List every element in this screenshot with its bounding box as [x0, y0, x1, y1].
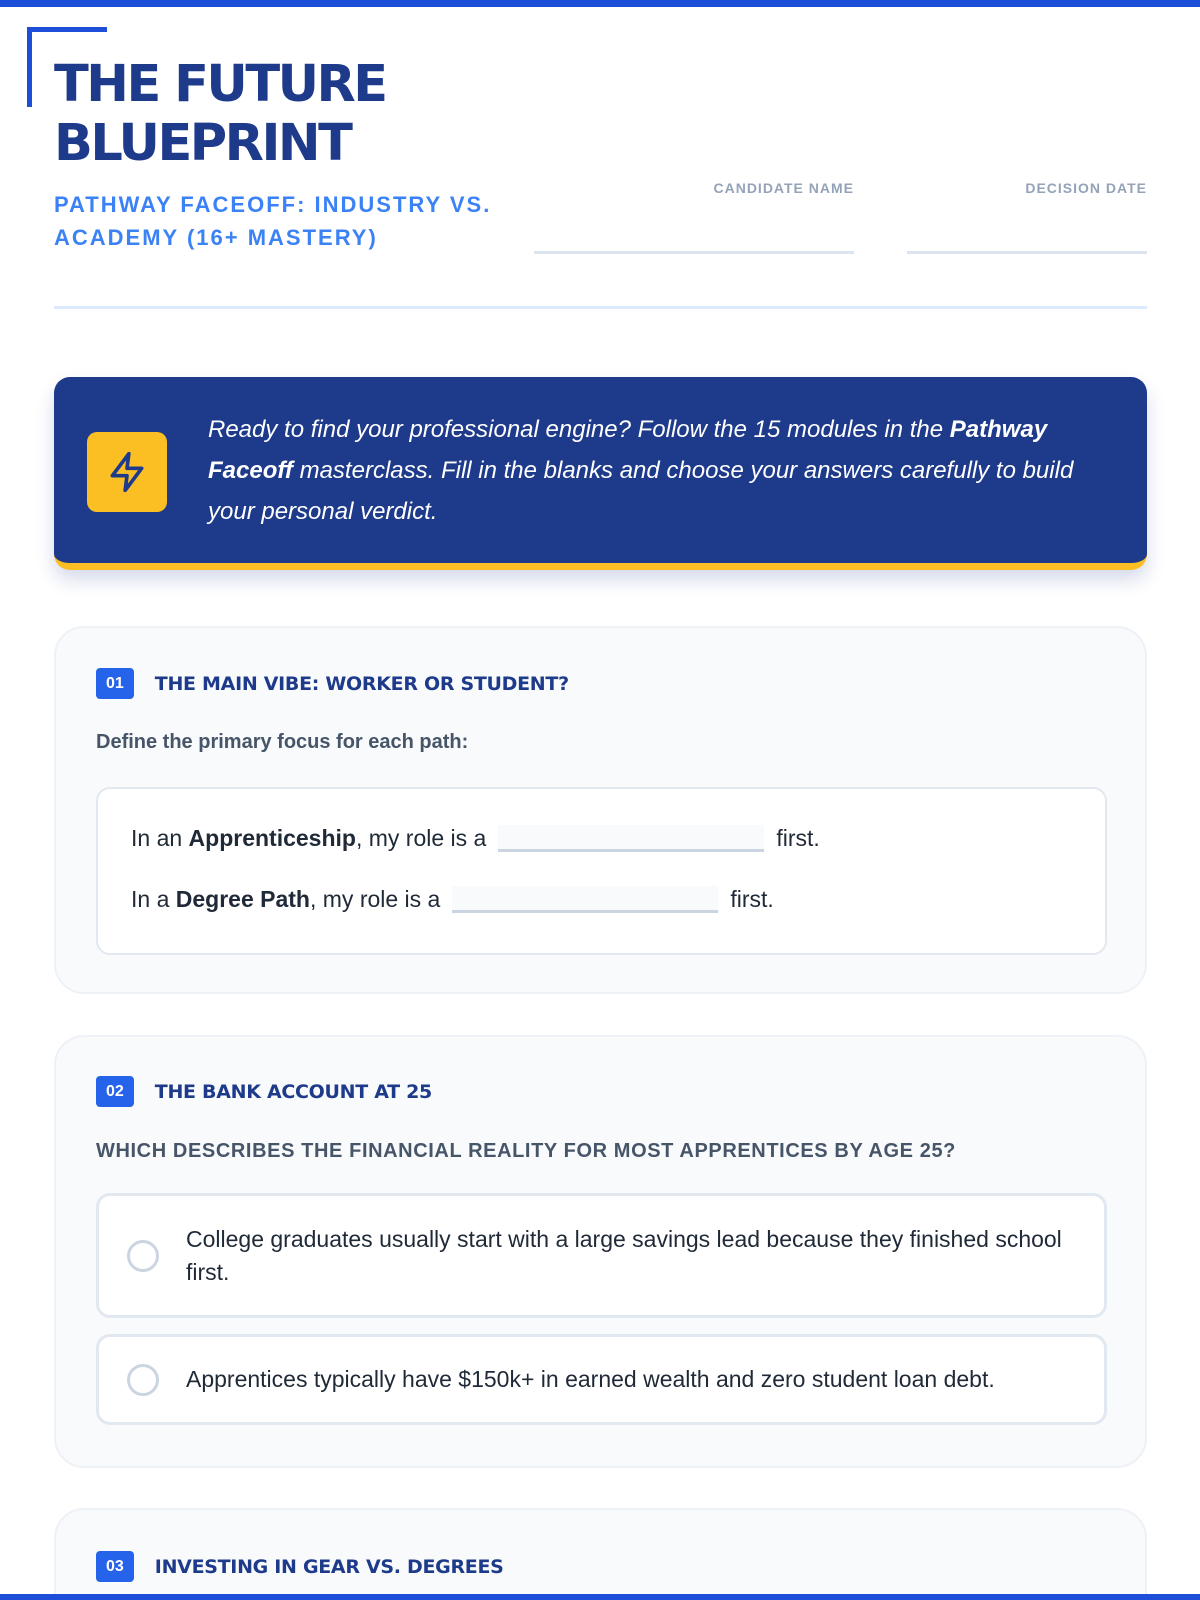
module-header	[96, 668, 569, 699]
fill-row-apprenticeship	[131, 825, 820, 852]
fill-row-term: Apprenticeship	[188, 825, 356, 851]
page-subtitle: PATHWAY FACEOFF: INDUSTRY VS. ACADEMY (16+ MASTERY)	[54, 192, 492, 250]
intro-text	[208, 409, 1118, 532]
fill-row-suffix: first.	[730, 886, 774, 912]
intro-text-part-1: Ready to find your professional engine? Follow the 15 modules in the	[208, 416, 950, 443]
module-number-badge: 01	[96, 668, 134, 699]
title-line-2: BLUEPRINT	[54, 114, 351, 173]
fill-row-suffix: first.	[776, 825, 820, 851]
page-title	[54, 55, 514, 173]
fill-row-degree-path	[131, 886, 774, 913]
radio-button[interactable]	[127, 1364, 159, 1396]
answer-option-2[interactable]	[96, 1334, 1107, 1425]
lightning-icon	[87, 432, 167, 512]
module-number-badge: 02	[96, 1076, 134, 1107]
decision-date-label: DECISION DATE	[1025, 180, 1147, 196]
intro-banner	[54, 377, 1147, 570]
answer-option-text: College graduates usually start with a large savings lead because they finished school first.	[186, 1226, 1062, 1285]
apprenticeship-role-blank[interactable]	[498, 825, 764, 852]
header-divider	[54, 306, 1147, 309]
fill-row-prefix: In a	[131, 886, 170, 912]
module-title: THE MAIN VIBE: WORKER OR STUDENT?	[154, 672, 569, 695]
fill-row-middle: , my role is a	[355, 825, 487, 851]
module-header	[96, 1076, 432, 1107]
radio-button[interactable]	[127, 1240, 159, 1272]
intro-text-part-2: masterclass. Fill in the blanks and choose your answers carefully to build your personal verdict.	[208, 457, 1074, 525]
corner-bracket-top	[27, 27, 107, 32]
bottom-accent-bar	[0, 1594, 1200, 1600]
module-header	[96, 1551, 504, 1582]
fill-row-prefix: In an	[131, 825, 183, 851]
module-01	[54, 626, 1147, 994]
module-prompt: Define the primary focus for each path:	[96, 731, 469, 753]
degree-path-role-blank[interactable]	[452, 886, 718, 913]
top-accent-bar	[0, 0, 1200, 7]
answer-option-1[interactable]	[96, 1193, 1107, 1318]
module-number-badge: 03	[96, 1551, 134, 1582]
decision-date-underline	[907, 251, 1147, 254]
module-03	[54, 1508, 1147, 1600]
fill-row-middle: , my role is a	[309, 886, 441, 912]
module-title: THE BANK ACCOUNT AT 25	[154, 1080, 432, 1103]
module-question: WHICH DESCRIBES THE FINANCIAL REALITY FOR MOST APPRENTICES BY AGE 25?	[96, 1140, 956, 1162]
fill-row-term: Degree Path	[175, 886, 310, 912]
fill-in-box	[96, 787, 1107, 955]
title-line-1: THE FUTURE	[54, 55, 386, 114]
candidate-name-label: CANDIDATE NAME	[713, 180, 854, 196]
decision-date-field[interactable]	[907, 180, 1147, 254]
candidate-name-field[interactable]	[534, 180, 854, 254]
corner-bracket-left	[27, 27, 32, 107]
intro-emphasis: Pathway Faceoff	[208, 416, 1048, 484]
module-title: INVESTING IN GEAR VS. DEGREES	[154, 1555, 504, 1578]
answer-option-text: Apprentices typically have $150k+ in earned wealth and zero student loan debt.	[186, 1366, 995, 1392]
module-02	[54, 1035, 1147, 1468]
candidate-name-underline	[534, 251, 854, 254]
